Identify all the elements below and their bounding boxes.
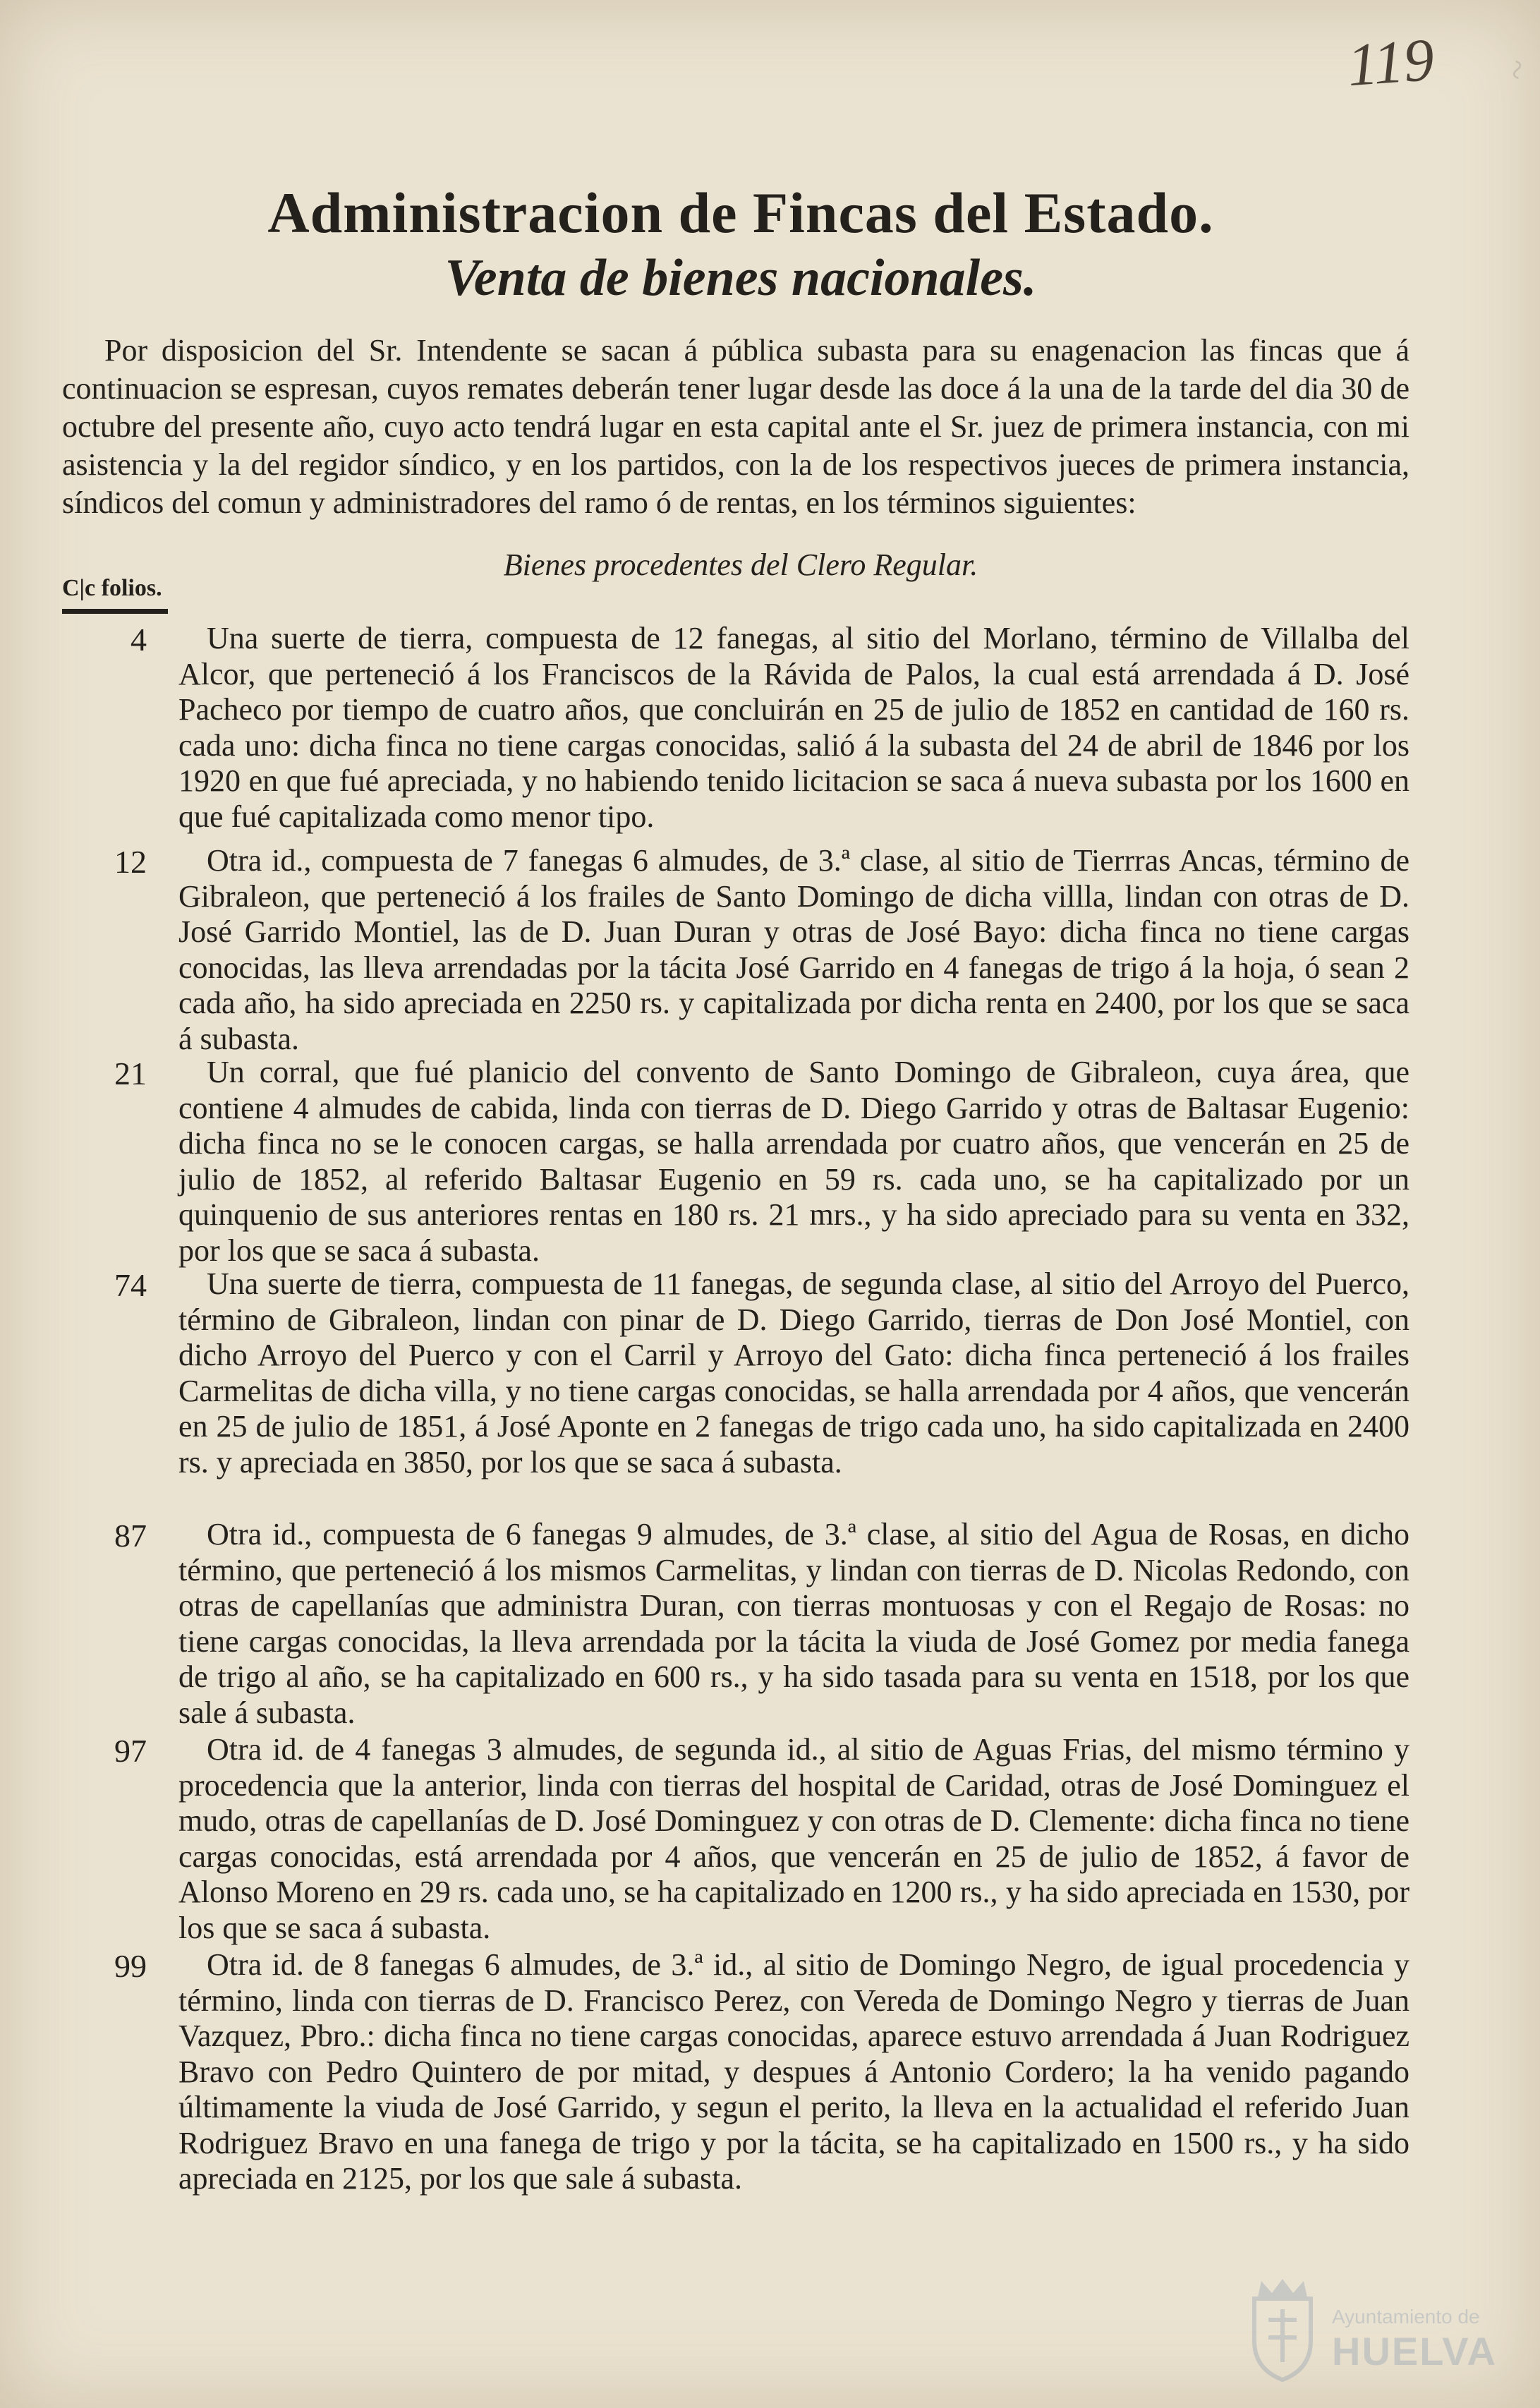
- entry: [62, 1732, 1409, 1946]
- archive-watermark: [1240, 2277, 1497, 2383]
- entry-number: 99: [114, 1948, 147, 1984]
- entry: [62, 1055, 1409, 1269]
- document-title: Administracion de Fincas del Estado.: [267, 181, 1214, 245]
- coat-of-arms-icon: [1240, 2277, 1325, 2383]
- document-subtitle: Venta de bienes nacionales.: [444, 249, 1037, 307]
- intro-paragraph: Por disposicion del Sr. Intendente se sacan á pública subasta para su enagenacion las fincas que á continuacion se espresan, cuyos remates deberán tener lugar desde las doce á la una de la tarde del dia 30 de octubre del presente año, cuyo acto tendrá lugar en esta capital ante el Sr. juez de primera instancia, con mi asistencia y la del regidor síndico, y en los partidos, con la de los respectivos jueces de primera instancia, síndicos del comun y administradores del ramo ó de rentas, en los términos siguientes:: [62, 333, 1409, 520]
- entry: [62, 1947, 1409, 2197]
- entry-number: 21: [114, 1055, 147, 1091]
- pencil-annotation: ~: [1496, 56, 1539, 85]
- folio-number: 119: [1345, 25, 1437, 99]
- entry-number: 74: [114, 1267, 147, 1303]
- entry-text: Una suerte de tierra, compuesta de 12 fanegas, al sitio del Morlano, término de Villalba del Alcor, que perteneció á los Franciscos de la Rávida de Palos, la cual está arrendada á D. José Pacheco por tiempo de cuatro años, que concluirán en 25 de julio de 1852 en cantidad de 160 rs. cada uno: dicha finca no tiene cargas conocidas, salió á la subasta del 24 de abril de 1846 por los 1920 en que fué apreciada, y no habiendo tenido licitacion se saca á nueva subasta por los 1600 en que fué capitalizada como menor tipo.: [178, 621, 1409, 834]
- section-heading: Bienes procedentes del Clero Regular.: [503, 547, 978, 582]
- entry-text: Una suerte de tierra, compuesta de 11 fanegas, de segunda clase, al sitio del Arroyo del Puerco, término de Gibraleon, lindan con pinar de D. Diego Garrido, tierras de Don José Montiel, con dicho Arroyo del Puerco y con el Carril y Arroyo del Gato: dicha finca perteneció á los frailes Carmelitas de dicha villa, y no tiene cargas conocidas, se halla arrendada por 4 años, que vencerán en 25 de julio de 1851, á José Aponte en 2 fanegas de trigo cada uno, ha sido capitalizada en 2400 rs. y apreciada en 3850, por los que se saca á subasta.: [178, 1266, 1409, 1480]
- entry: [62, 1517, 1409, 1731]
- entry-text: Otra id. de 8 fanegas 6 almudes, de 3.ª id., al sitio de Domingo Negro, de igual procedencia y término, linda con tierras de D. Francisco Perez, con Vereda de Domingo Negro y tierras de Juan Vazquez, Pbro.: dicha finca no tiene cargas conocidas, aparece estuvo arrendada á Juan Rodriguez Bravo con Pedro Quintero de por mitad, y despues á Antonio Cordero; la ha venido pagando últimamente la viuda de José Garrido, y segun el perito, la lleva en la actualidad el referido Juan Rodriguez Bravo en una fanega de trigo y por la tácita, se ha capitalizado en 1500 rs., y ha sido apreciada en 2125, por los que sale á subasta.: [178, 1947, 1409, 2196]
- entry-text: Otra id. de 4 fanegas 3 almudes, de segunda id., al sitio de Aguas Frias, del mismo término y procedencia que la anterior, linda con tierras del hospital de Caridad, otras de José Dominguez el mudo, otras de capellanías de D. José Dominguez y con otras de D. Clemente: dicha finca no tiene cargas conocidas, está arrendada por 4 años, que vencerán en 25 de julio de 1852, á favor de Alonso Moreno en 29 rs. cada uno, se ha capitalizado en 1200 rs., y ha sido apreciada en 1530, por los que se saca á subasta.: [178, 1732, 1409, 1945]
- entry-text: Otra id., compuesta de 7 fanegas 6 almudes, de 3.ª clase, al sitio de Tierrras Ancas, término de Gibraleon, que perteneció á los frailes de Santo Domingo de dicha villla, lindan con otras de D. José Garrido Montiel, las de D. Juan Duran y otras de José Bayo: dicha finca no tiene cargas conocidas, las lleva arrendadas por la tácita José Garrido en 4 fanegas de trigo á la hoja, ó sean 2 cada año, ha sido apreciada en 2250 rs. y capitalizada por dicha renta en 2400, por los que se saca á subasta.: [178, 843, 1409, 1056]
- entry-text: Un corral, que fué planicio del convento de Santo Domingo de Gibraleon, cuya área, que contiene 4 almudes de cabida, linda con tierras de D. Diego Garrido y otras de Baltasar Eugenio: dicha finca no se le conocen cargas, se halla arrendada por cuatro años, que vencerán en 25 de julio de 1852, al referido Baltasar Eugenio en 59 rs. cada uno, se ha capitalizado por un quinquenio de sus anteriores rentas en 180 rs. 21 mrs., y ha sido apreciado para su venta en 332, por los que se saca á subasta.: [178, 1055, 1409, 1268]
- watermark-line-2: HUELVA: [1332, 2329, 1497, 2373]
- entry: [62, 843, 1409, 1057]
- watermark-line-1: Ayuntamiento de: [1332, 2306, 1480, 2328]
- entry-number: 87: [114, 1518, 147, 1554]
- entry: [62, 621, 1409, 835]
- entry-number: 4: [131, 622, 147, 658]
- entry-number: 97: [114, 1733, 147, 1769]
- entry-number: 12: [114, 844, 147, 880]
- entry-text: Otra id., compuesta de 6 fanegas 9 almudes, de 3.ª clase, al sitio del Agua de Rosas, en dicho término, que perteneció á los mismos Carmelitas, y lindan con tierras de D. Nicolas Redondo, con otras de capellanías que administra Duran, con tierras montuosas y con el Regajo de Rosas: no tiene cargas conocidas, la lleva arrendada por la tácita la viuda de José Gomez por media fanega de trigo al año, se ha capitalizado en 600 rs., y ha sido tasada para su venta en 1518, por los que sale á subasta.: [178, 1517, 1409, 1730]
- entry: [62, 1266, 1409, 1480]
- column-header: C|c folios.: [62, 575, 168, 614]
